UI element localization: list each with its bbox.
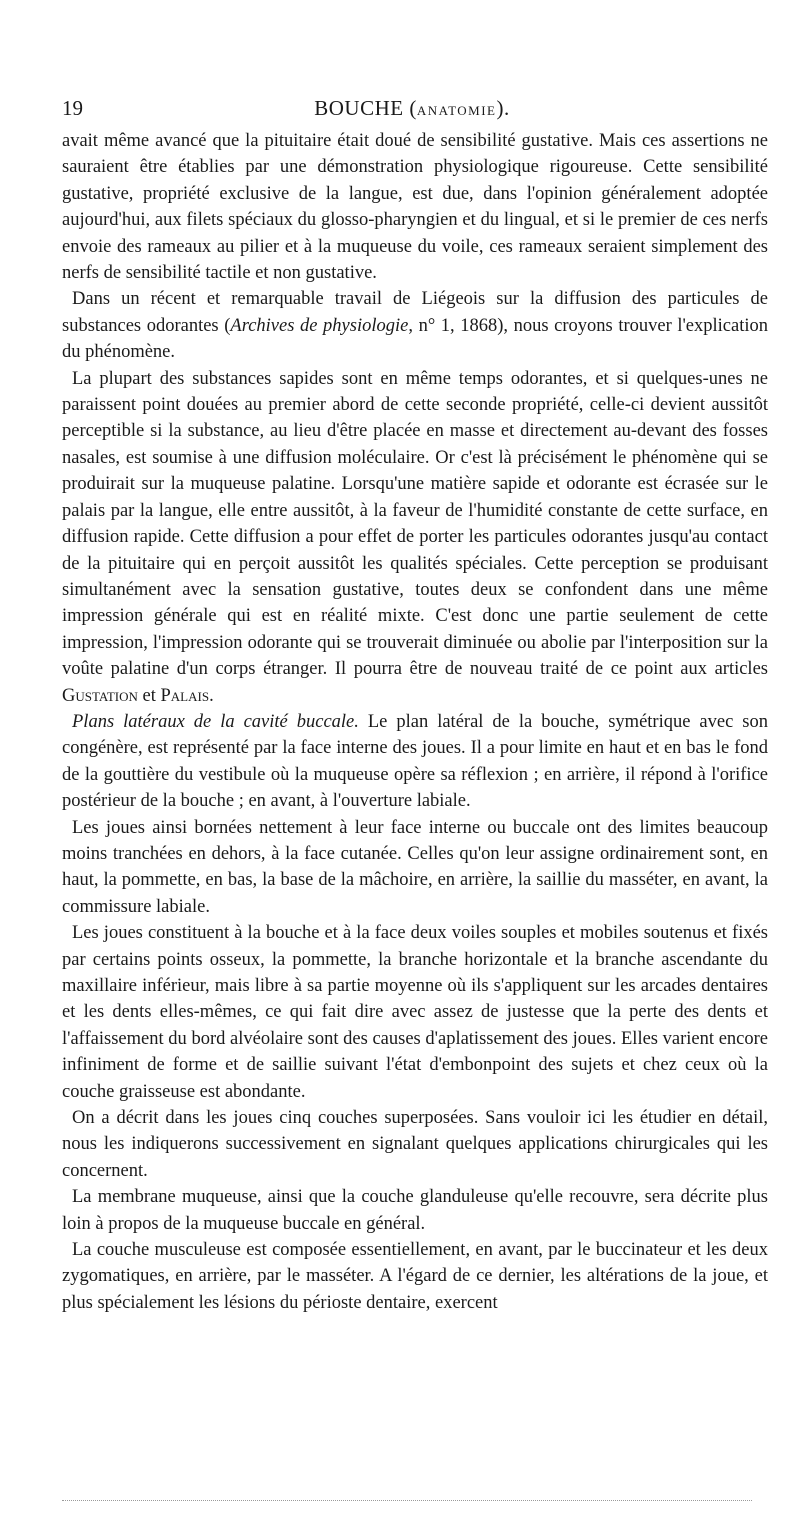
body-text <box>62 128 768 1316</box>
paragraph-voiles-souples: Les joues constituent à la bouche et à la face deux voiles souples et mobiles soutenus et fixés par certains points osseux, la pommette, la branche horizontale et la branche ascendante du maxillaire inférieur, mais libre à sa partie moyenne où ils s'appliquent sur les arcades dentaires et les dents elles-mêmes, ce qui fait dire avec assez de justesse que la perte des dents et l'affaissement du bord alvéolaire sont des causes d'aplatissement des joues. Elles varient encore infiniment de forme et de saillie suivant l'état d'embonpoint des sujets et chez ceux où la couche graisseuse est abondante. <box>62 923 768 1102</box>
running-title-main: BOUCHE <box>314 96 404 120</box>
paragraph-plans-lateraux <box>62 709 768 815</box>
paragraph-liegeois-text-a: Dans un récent et remarquable travail de Liégeois sur la diffusion des particules de substances odorantes ( <box>62 289 768 336</box>
running-title-close: ). <box>496 96 510 120</box>
paragraph-couche-musculeuse: La couche musculeuse est composée essentiellement, en avant, par le buccinateur et les deux zygomatiques, en arrière, par le masséter. A l'égard de ce dernier, les altérations de la joue, et plus spécialement les lésions du périoste dentaire, exercent <box>62 1240 768 1313</box>
running-title-open: ( <box>403 96 417 120</box>
paragraph-membrane-muqueuse: La membrane muqueuse, ainsi que la couche glanduleuse qu'elle recouvre, sera décrite plus loin à propos de la muqueuse buccale en général. <box>62 1187 768 1234</box>
paragraph-cinq-couches: On a décrit dans les joues cinq couches superposées. Sans vouloir ici les étudier en détail, nous les indiquerons successivement en signalant quelques applications chirurgicales qui les concernent. <box>62 1108 768 1181</box>
paragraph-liegeois <box>62 286 768 365</box>
paragraph-diffusion-text-e: . <box>209 685 214 706</box>
paragraph-diffusion-text-c: et <box>137 685 161 706</box>
paragraph-diffusion <box>62 366 768 709</box>
paragraph-limites-joues: Les joues ainsi bornées nettement à leur face interne ou buccale ont des limites beaucoup moins tranchées en dehors, à la face cutanée. Celles qu'on leur assigne ordinairement sont, en haut, la pommette, en bas, la base de la mâchoire, en arrière, la saillie du masséter, en avant, la commissure labiale. <box>62 817 768 917</box>
footer-rule <box>62 1500 752 1501</box>
running-title-subject: ANATOMIE <box>416 103 497 118</box>
running-head <box>62 96 762 126</box>
page-number: 19 <box>62 96 83 120</box>
section-heading-plans-lateraux: Plans latéraux de la cavité buccale. <box>72 711 359 732</box>
paragraph-diffusion-text-a: La plupart des substances sapides sont en même temps odorantes, et si quelques-unes ne paraissent point douées au premier abord de cette seconde propriété, celle-ci devient aussitôt perceptible si la substance, au lieu d'être placée en masse et directement au-devant des fosses nasales, est soumise à une diffusion moléculaire. Or c'est là précisément le phénomène qui se produirait sur la muqueuse palatine. Lorsqu'une matière sapide et odorante est écrasée sur le palais par la langue, elle entre aussitôt, à la faveur de l'humidité constante de cette surface, en diffusion rapide. Cette diffusion a pour effet de porter les particules odorantes jusqu'au contact de la pituitaire qui en perçoit aussitôt les qualités spéciales. Cette perception se produisant simultanément avec la sensation gustative, toutes deux se confondent dans une même impression générale qui est en réalité mixte. C'est donc une partie seulement de cette impression, l'impression odorante qui se trouverait diminuée ou abolie par l'interposition sur la voûte palatine d'un corps étranger. Il pourra être de nouveau traité de ce point aux articles <box>62 368 768 680</box>
running-title <box>62 96 762 121</box>
paragraph-plans-lateraux-text: Le plan latéral de la bouche, symétrique avec son congénère, est représenté par la face interne des joues. Il a pour limite en haut et en bas le fond de la gouttière du vestibule où la muqueuse opère sa réflexion ; en arrière, il répond à l'orifice postérieur de la bouche ; en avant, à l'ouverture labiale. <box>62 711 768 812</box>
paragraph-continuation: avait même avancé que la pituitaire était doué de sensibilité gustative. Mais ces assertions ne sauraient être établies par une démonstration physiologique rigoureuse. Cette sensibilité gustative, propriété exclusive de la langue, est due, dans l'opinion généralement adoptée aujourd'hui, aux filets spéciaux du glosso-pharyngien et du lingual, et si le premier de ces nerfs envoie des rameaux au pilier et à la muqueuse du voile, ces rameaux seraient simplement des nerfs de sensibilité tactile et non gustative. <box>62 131 768 284</box>
paragraph-liegeois-text-c: , n° 1, 1868), nous croyons trouver l'explication du phénomène. <box>62 315 768 363</box>
article-ref-gustation: Gustation <box>62 685 138 706</box>
article-ref-palais: Palais <box>160 685 210 706</box>
journal-title: Archives de physiologie <box>230 315 409 336</box>
